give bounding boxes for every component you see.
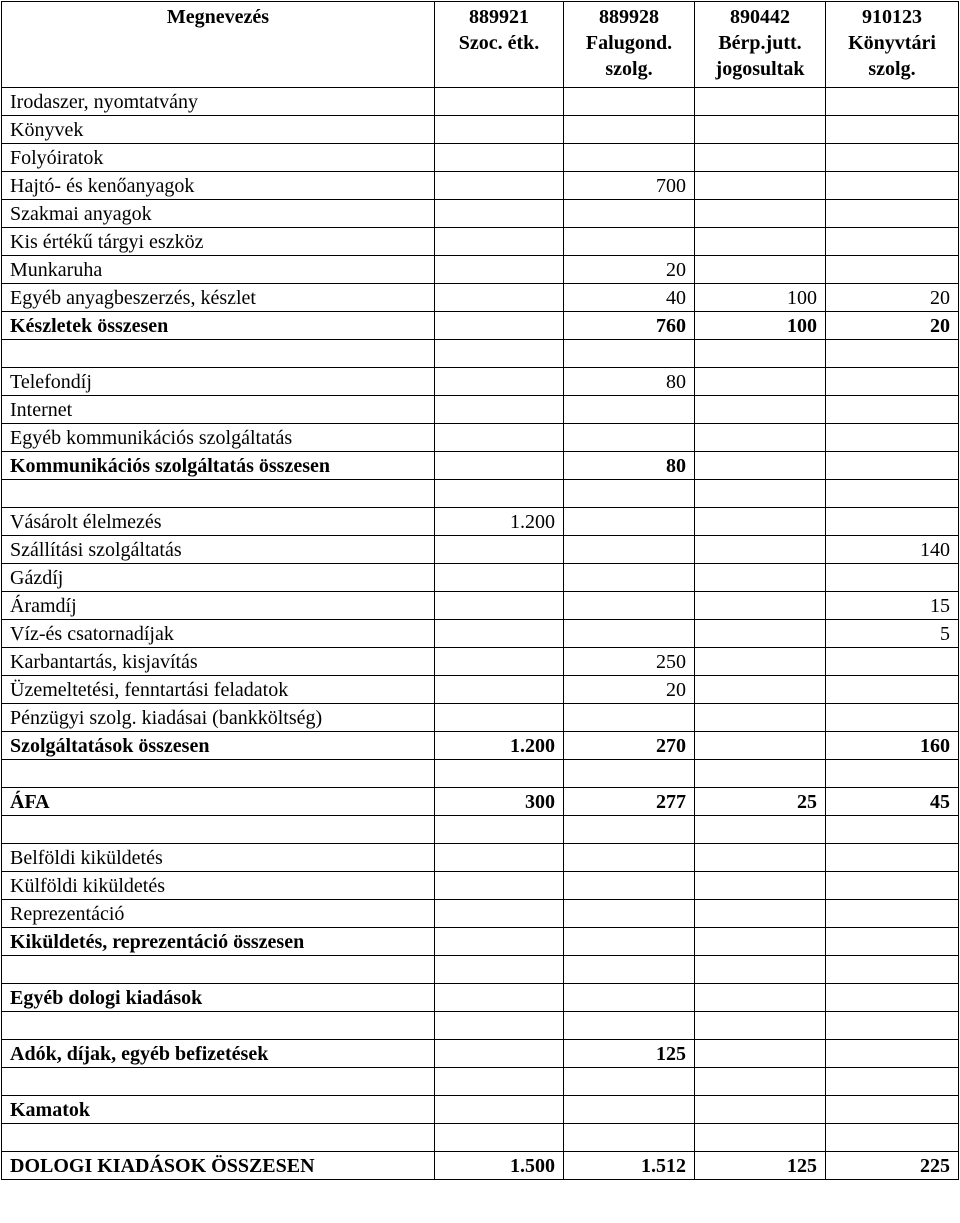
table-row (2, 592, 959, 620)
row-label: Víz-és csatornadíjak (2, 620, 435, 648)
row-label: Szállítási szolgáltatás (2, 536, 435, 564)
row-value (695, 676, 826, 704)
table-row (2, 536, 959, 564)
row-value (435, 620, 564, 648)
row-value: 125 (695, 1152, 826, 1180)
row-value: 25 (695, 788, 826, 816)
row-label: Egyéb anyagbeszerzés, készlet (2, 284, 435, 312)
row-value (435, 284, 564, 312)
row-value (435, 144, 564, 172)
table-row (2, 508, 959, 536)
row-value: 80 (564, 452, 695, 480)
row-value (564, 620, 695, 648)
row-value (826, 368, 959, 396)
row-value (435, 1124, 564, 1152)
row-value: 700 (564, 172, 695, 200)
row-value (695, 396, 826, 424)
row-value (826, 256, 959, 284)
row-value (564, 200, 695, 228)
row-value (564, 536, 695, 564)
row-value (435, 480, 564, 508)
table-body (2, 88, 959, 1180)
row-value (435, 536, 564, 564)
row-value: 15 (826, 592, 959, 620)
row-value (695, 228, 826, 256)
row-value: 20 (826, 284, 959, 312)
row-value (564, 760, 695, 788)
row-label: Kamatok (2, 1096, 435, 1124)
row-label: Vásárolt élelmezés (2, 508, 435, 536)
row-value (564, 396, 695, 424)
row-value (695, 368, 826, 396)
row-value (695, 816, 826, 844)
row-value (695, 564, 826, 592)
row-value (435, 648, 564, 676)
row-value (435, 424, 564, 452)
row-value (695, 760, 826, 788)
row-label: Áramdíj (2, 592, 435, 620)
row-value (435, 872, 564, 900)
table-row-total (2, 788, 959, 816)
row-label (2, 816, 435, 844)
row-label (2, 1068, 435, 1096)
row-value (826, 424, 959, 452)
row-value: 80 (564, 368, 695, 396)
row-value (695, 452, 826, 480)
row-label: Reprezentáció (2, 900, 435, 928)
row-value: 1.200 (435, 732, 564, 760)
row-value (564, 984, 695, 1012)
row-label: Kommunikációs szolgáltatás összesen (2, 452, 435, 480)
row-value (826, 956, 959, 984)
row-value (826, 200, 959, 228)
row-value (435, 844, 564, 872)
row-label (2, 1124, 435, 1152)
row-label: Munkaruha (2, 256, 435, 284)
row-value (826, 900, 959, 928)
row-value (695, 956, 826, 984)
table-row (2, 424, 959, 452)
row-label: Telefondíj (2, 368, 435, 396)
row-value (826, 228, 959, 256)
row-value: 277 (564, 788, 695, 816)
row-value (435, 676, 564, 704)
row-value (826, 1012, 959, 1040)
row-label: Üzemeltetési, fenntartási feladatok (2, 676, 435, 704)
row-label: Kis értékű tárgyi eszköz (2, 228, 435, 256)
table-row-total (2, 984, 959, 1012)
row-value (435, 928, 564, 956)
row-value: 225 (826, 1152, 959, 1180)
row-label (2, 956, 435, 984)
row-value (435, 312, 564, 340)
table-row (2, 816, 959, 844)
table-row (2, 200, 959, 228)
table-row (2, 704, 959, 732)
row-value (826, 396, 959, 424)
row-value (564, 844, 695, 872)
row-value (826, 144, 959, 172)
row-value (695, 1012, 826, 1040)
row-value (564, 1096, 695, 1124)
table-row (2, 872, 959, 900)
row-value: 40 (564, 284, 695, 312)
row-value: 1.512 (564, 1152, 695, 1180)
row-value (826, 1124, 959, 1152)
table-row-total (2, 928, 959, 956)
table-row-total (2, 732, 959, 760)
row-value (435, 956, 564, 984)
row-value (564, 564, 695, 592)
column-header-910123 (826, 2, 959, 88)
column-title-cont: szolg. (605, 58, 653, 80)
row-value (695, 732, 826, 760)
row-value (826, 704, 959, 732)
table-row (2, 1068, 959, 1096)
table-row (2, 1012, 959, 1040)
row-label: Egyéb kommunikációs szolgáltatás (2, 424, 435, 452)
row-value (564, 872, 695, 900)
row-value (435, 256, 564, 284)
table-row (2, 172, 959, 200)
row-value (435, 592, 564, 620)
expense-table (1, 1, 959, 1180)
row-value (826, 564, 959, 592)
table-row (2, 396, 959, 424)
row-value: 125 (564, 1040, 695, 1068)
row-value: 20 (826, 312, 959, 340)
row-value (564, 480, 695, 508)
row-value (435, 452, 564, 480)
column-header-890442 (695, 2, 826, 88)
row-value (435, 200, 564, 228)
table-row (2, 620, 959, 648)
row-value (564, 816, 695, 844)
table-row-total (2, 1096, 959, 1124)
row-value (695, 536, 826, 564)
row-value (564, 88, 695, 116)
row-label: Könyvek (2, 116, 435, 144)
row-value (826, 760, 959, 788)
row-label (2, 480, 435, 508)
row-value (826, 928, 959, 956)
row-value (826, 1096, 959, 1124)
row-label: Kiküldetés, reprezentáció összesen (2, 928, 435, 956)
table-row (2, 368, 959, 396)
column-header-889928 (564, 2, 695, 88)
row-label: Belföldi kiküldetés (2, 844, 435, 872)
row-value (826, 816, 959, 844)
column-code: 889921 (469, 6, 529, 28)
table-row (2, 228, 959, 256)
row-value (564, 1124, 695, 1152)
column-title-cont: jogosultak (715, 58, 805, 80)
row-label: Pénzügyi szolg. kiadásai (bankköltség) (2, 704, 435, 732)
row-label: Karbantartás, kisjavítás (2, 648, 435, 676)
column-code: 889928 (599, 6, 659, 28)
column-title: Falugond. (585, 32, 673, 54)
row-value (435, 396, 564, 424)
row-value: 100 (695, 284, 826, 312)
row-value (435, 984, 564, 1012)
row-value (435, 1068, 564, 1096)
row-value (826, 984, 959, 1012)
row-value (826, 844, 959, 872)
table-row-total (2, 1040, 959, 1068)
row-value (695, 172, 826, 200)
row-value (435, 340, 564, 368)
table-row (2, 676, 959, 704)
row-value (435, 88, 564, 116)
row-value (564, 424, 695, 452)
row-value (564, 340, 695, 368)
row-label: Szakmai anyagok (2, 200, 435, 228)
table-row (2, 256, 959, 284)
row-value (435, 704, 564, 732)
row-value (695, 116, 826, 144)
table-row (2, 900, 959, 928)
table-row-total (2, 312, 959, 340)
row-label: ÁFA (2, 788, 435, 816)
row-label (2, 760, 435, 788)
row-label: Külföldi kiküldetés (2, 872, 435, 900)
row-value (435, 116, 564, 144)
row-value: 100 (695, 312, 826, 340)
row-value (435, 368, 564, 396)
row-value (564, 1068, 695, 1096)
table-row (2, 844, 959, 872)
table-row-total (2, 1152, 959, 1180)
table-row (2, 480, 959, 508)
column-header-name: Megnevezés (2, 2, 435, 88)
row-value (695, 872, 826, 900)
row-value (564, 956, 695, 984)
row-label: Készletek összesen (2, 312, 435, 340)
row-value (695, 144, 826, 172)
row-value (695, 1068, 826, 1096)
row-label: Gázdíj (2, 564, 435, 592)
column-code: 890442 (730, 6, 790, 28)
table-row (2, 88, 959, 116)
row-value (826, 88, 959, 116)
row-label: Szolgáltatások összesen (2, 732, 435, 760)
row-value (435, 1096, 564, 1124)
row-value (435, 760, 564, 788)
table-header-row (2, 2, 959, 88)
row-value (826, 116, 959, 144)
row-value: 1.200 (435, 508, 564, 536)
row-value (695, 1096, 826, 1124)
row-label (2, 1012, 435, 1040)
row-label: Folyóiratok (2, 144, 435, 172)
row-value (695, 620, 826, 648)
column-header-889921 (435, 2, 564, 88)
table-row (2, 1124, 959, 1152)
row-value (826, 676, 959, 704)
row-value (826, 480, 959, 508)
row-value (695, 200, 826, 228)
row-value: 45 (826, 788, 959, 816)
row-value (435, 816, 564, 844)
table-row (2, 648, 959, 676)
row-value (826, 340, 959, 368)
row-value: 5 (826, 620, 959, 648)
row-value (695, 424, 826, 452)
row-value (826, 1040, 959, 1068)
table-row (2, 340, 959, 368)
row-value (695, 648, 826, 676)
row-value (564, 228, 695, 256)
row-value (564, 1012, 695, 1040)
column-title-cont: szolg. (868, 58, 916, 80)
column-code: 910123 (862, 6, 922, 28)
row-label: Egyéb dologi kiadások (2, 984, 435, 1012)
row-value (564, 116, 695, 144)
row-value (826, 872, 959, 900)
row-value (826, 648, 959, 676)
row-value (564, 508, 695, 536)
row-value (695, 1124, 826, 1152)
table-row (2, 116, 959, 144)
row-value (695, 340, 826, 368)
row-value (695, 900, 826, 928)
table-row (2, 144, 959, 172)
row-value (435, 172, 564, 200)
table-row (2, 564, 959, 592)
row-value: 1.500 (435, 1152, 564, 1180)
row-value (695, 1040, 826, 1068)
row-value (695, 256, 826, 284)
row-value (695, 704, 826, 732)
row-value (695, 480, 826, 508)
row-value: 760 (564, 312, 695, 340)
row-value (826, 452, 959, 480)
column-title: Bérp.jutt. (718, 32, 802, 54)
row-value (826, 508, 959, 536)
row-value (435, 900, 564, 928)
row-value: 250 (564, 648, 695, 676)
row-value: 140 (826, 536, 959, 564)
row-value (826, 1068, 959, 1096)
row-value (695, 844, 826, 872)
table-row-total (2, 452, 959, 480)
row-value: 160 (826, 732, 959, 760)
row-value (564, 144, 695, 172)
row-value (435, 1040, 564, 1068)
row-value (564, 592, 695, 620)
row-value (564, 928, 695, 956)
table-row (2, 760, 959, 788)
row-value: 270 (564, 732, 695, 760)
row-value (826, 172, 959, 200)
row-label: DOLOGI KIADÁSOK ÖSSZESEN (2, 1152, 435, 1180)
table-row (2, 956, 959, 984)
column-title: Szoc. étk. (458, 32, 540, 54)
table-row (2, 284, 959, 312)
row-label: Internet (2, 396, 435, 424)
row-value (695, 592, 826, 620)
row-value (564, 900, 695, 928)
row-value: 300 (435, 788, 564, 816)
row-value (695, 984, 826, 1012)
row-label (2, 340, 435, 368)
row-value: 20 (564, 676, 695, 704)
row-value (435, 564, 564, 592)
row-label: Irodaszer, nyomtatvány (2, 88, 435, 116)
column-title: Könyvtári (848, 32, 936, 54)
row-value (435, 228, 564, 256)
row-value (695, 928, 826, 956)
row-label: Adók, díjak, egyéb befizetések (2, 1040, 435, 1068)
row-value (695, 508, 826, 536)
row-value (435, 1012, 564, 1040)
row-value (564, 704, 695, 732)
row-label: Hajtó- és kenőanyagok (2, 172, 435, 200)
row-value (695, 88, 826, 116)
row-value: 20 (564, 256, 695, 284)
